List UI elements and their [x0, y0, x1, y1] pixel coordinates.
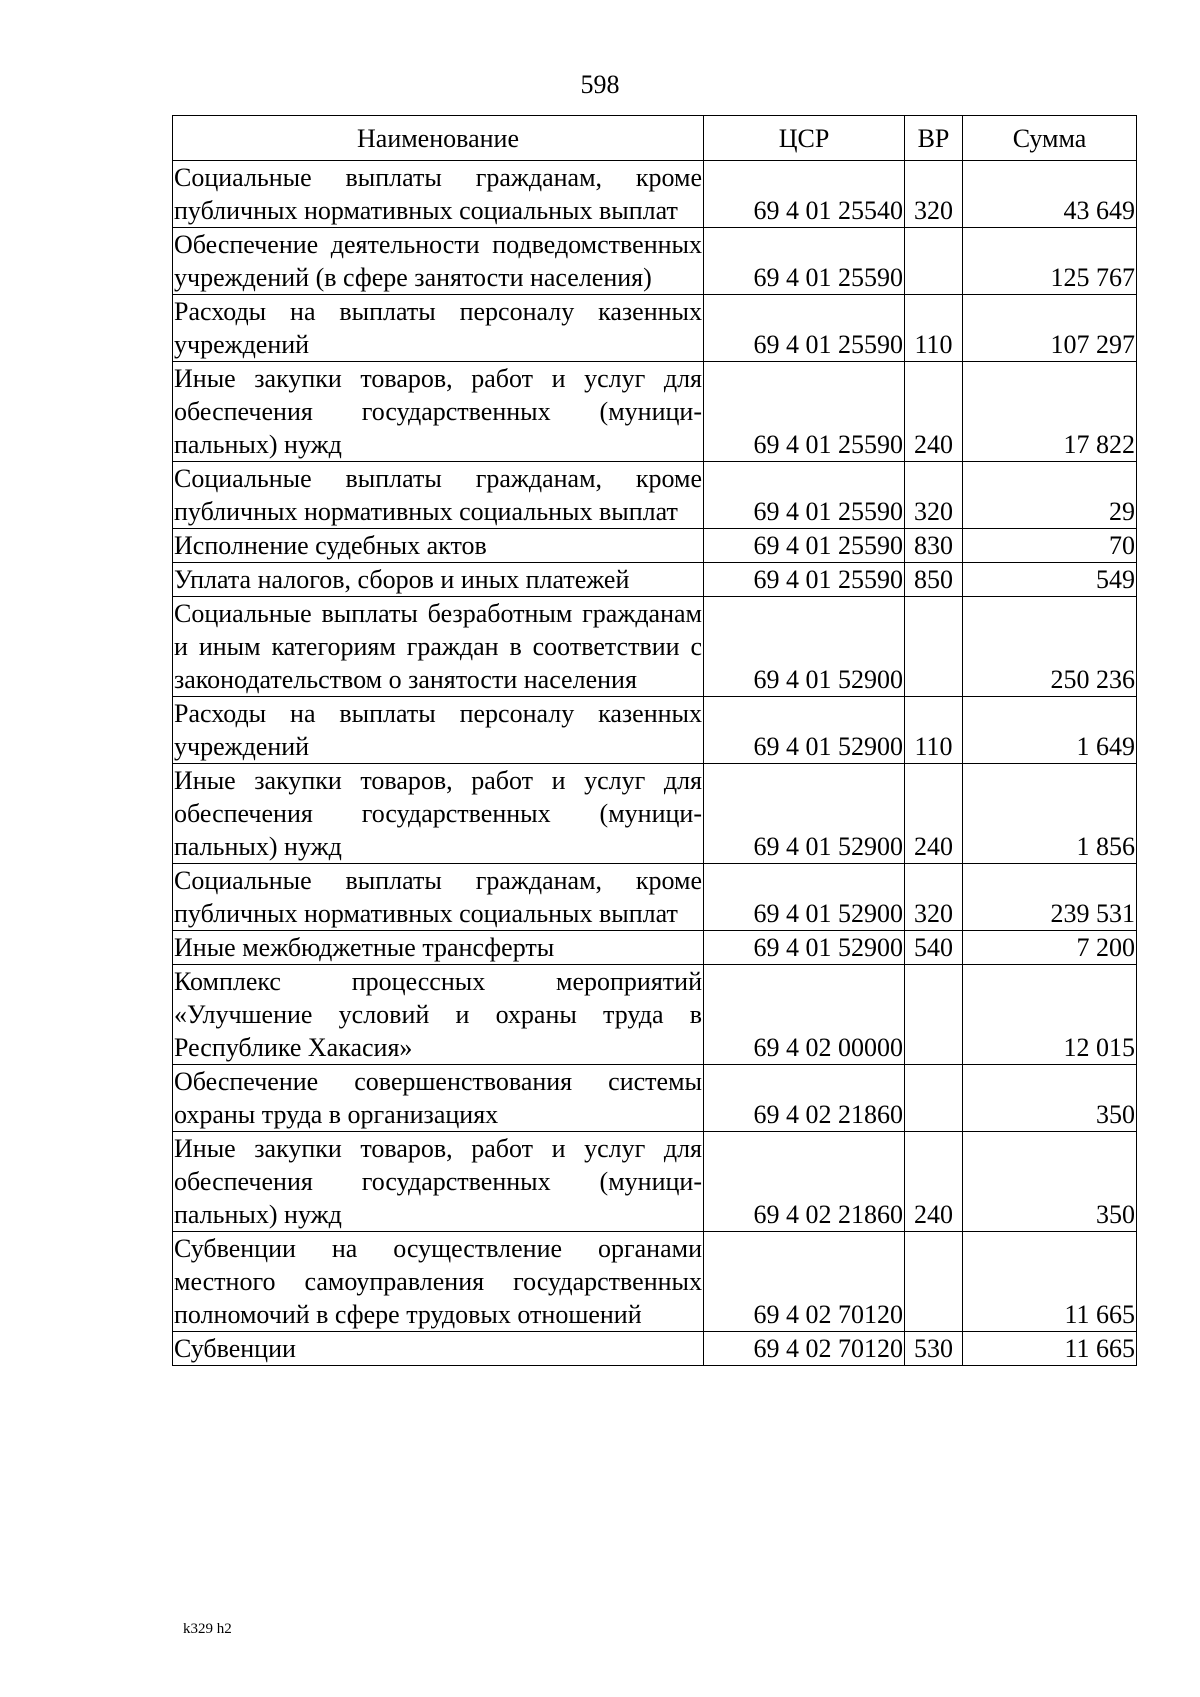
- row-csr: 69 4 02 00000: [704, 965, 905, 1065]
- row-sum: 12 015: [963, 965, 1137, 1065]
- footer-code: k329 h2: [183, 1621, 232, 1637]
- row-sum: 350: [963, 1065, 1137, 1132]
- row-vr: 240: [905, 1132, 963, 1232]
- budget-table: [172, 115, 1137, 1366]
- table-row: [173, 228, 1137, 295]
- row-csr: 69 4 01 52900: [704, 697, 905, 764]
- row-vr: 320: [905, 864, 963, 931]
- row-vr: [905, 965, 963, 1065]
- table-row: [173, 1065, 1137, 1132]
- row-sum: 1 856: [963, 764, 1137, 864]
- row-vr: 320: [905, 161, 963, 228]
- row-sum: 107 297: [963, 295, 1137, 362]
- row-sum: 125 767: [963, 228, 1137, 295]
- table-row: [173, 563, 1137, 597]
- row-vr: 110: [905, 697, 963, 764]
- row-csr: 69 4 02 70120: [704, 1332, 905, 1366]
- row-csr: 69 4 01 25540: [704, 161, 905, 228]
- row-csr: 69 4 01 52900: [704, 931, 905, 965]
- table-row: [173, 697, 1137, 764]
- row-sum: 350: [963, 1132, 1137, 1232]
- row-name: Расходы на выплаты персоналу казенных учреждений: [173, 697, 704, 764]
- row-csr: 69 4 01 25590: [704, 228, 905, 295]
- row-vr: 530: [905, 1332, 963, 1366]
- row-csr: 69 4 01 52900: [704, 597, 905, 697]
- table-row: [173, 1132, 1137, 1232]
- row-name: Обеспечение совершенствования системы охраны труда в организациях: [173, 1065, 704, 1132]
- header-csr: ЦСР: [704, 116, 905, 161]
- table-row: [173, 597, 1137, 697]
- table-row: [173, 864, 1137, 931]
- row-name: Социальные выплаты гражданам, кроме публичных нормативных социальных выплат: [173, 161, 704, 228]
- table-row: [173, 295, 1137, 362]
- row-csr: 69 4 02 70120: [704, 1232, 905, 1332]
- row-vr: [905, 228, 963, 295]
- row-vr: [905, 1065, 963, 1132]
- row-name: Субвенции: [173, 1332, 704, 1366]
- row-vr: 240: [905, 362, 963, 462]
- row-vr: [905, 597, 963, 697]
- table-row: [173, 161, 1137, 228]
- row-sum: 43 649: [963, 161, 1137, 228]
- row-csr: 69 4 01 25590: [704, 362, 905, 462]
- header-vr: ВР: [905, 116, 963, 161]
- row-sum: 11 665: [963, 1332, 1137, 1366]
- table-row: [173, 462, 1137, 529]
- row-name: Уплата налогов, сборов и иных платежей: [173, 563, 704, 597]
- row-sum: 7 200: [963, 931, 1137, 965]
- row-name: Иные закупки товаров, работ и услуг для обеспечения государственных (муниципальных) нужд: [173, 1132, 704, 1232]
- row-vr: [905, 1232, 963, 1332]
- row-sum: 549: [963, 563, 1137, 597]
- row-name: Обеспечение деятельности подведомственных учреждений (в сфере занятости населения): [173, 228, 704, 295]
- header-sum: Сумма: [963, 116, 1137, 161]
- row-sum: 239 531: [963, 864, 1137, 931]
- row-vr: 540: [905, 931, 963, 965]
- row-vr: 830: [905, 529, 963, 563]
- row-sum: 250 236: [963, 597, 1137, 697]
- row-vr: 240: [905, 764, 963, 864]
- row-csr: 69 4 01 25590: [704, 563, 905, 597]
- table-row: [173, 529, 1137, 563]
- row-name: Расходы на выплаты персоналу казенных учреждений: [173, 295, 704, 362]
- header-name: Наименование: [173, 116, 704, 161]
- row-sum: 29: [963, 462, 1137, 529]
- table-row: [173, 1332, 1137, 1366]
- row-vr: 110: [905, 295, 963, 362]
- row-sum: 1 649: [963, 697, 1137, 764]
- row-sum: 11 665: [963, 1232, 1137, 1332]
- table-row: [173, 362, 1137, 462]
- row-name: Иные закупки товаров, работ и услуг для обеспечения государственных (муниципальных) нужд: [173, 764, 704, 864]
- row-name: Исполнение судебных актов: [173, 529, 704, 563]
- row-name: Комплекс процессных мероприятий «Улучшение условий и охраны труда в Республике Хакасия»: [173, 965, 704, 1065]
- table-row: [173, 931, 1137, 965]
- row-csr: 69 4 01 25590: [704, 295, 905, 362]
- row-name: Иные закупки товаров, работ и услуг для обеспечения государственных (муниципальных) нужд: [173, 362, 704, 462]
- row-csr: 69 4 01 25590: [704, 529, 905, 563]
- row-csr: 69 4 01 52900: [704, 764, 905, 864]
- row-vr: 320: [905, 462, 963, 529]
- row-vr: 850: [905, 563, 963, 597]
- row-name: Субвенции на осуществление органами местного самоуправления государственных полномочий в сфере трудовых отношений: [173, 1232, 704, 1332]
- table-row: [173, 1232, 1137, 1332]
- row-name: Иные межбюджетные трансферты: [173, 931, 704, 965]
- table-row: [173, 965, 1137, 1065]
- table-header-row: [173, 116, 1137, 161]
- row-csr: 69 4 02 21860: [704, 1065, 905, 1132]
- row-sum: 17 822: [963, 362, 1137, 462]
- row-csr: 69 4 02 21860: [704, 1132, 905, 1232]
- row-name: Социальные выплаты гражданам, кроме публичных нормативных социальных выплат: [173, 462, 704, 529]
- row-sum: 70: [963, 529, 1137, 563]
- table-body: [173, 161, 1137, 1366]
- row-csr: 69 4 01 52900: [704, 864, 905, 931]
- table-row: [173, 764, 1137, 864]
- row-csr: 69 4 01 25590: [704, 462, 905, 529]
- page-number: 598: [580, 70, 620, 99]
- row-name: Социальные выплаты безработным гражданам и иным категориям граждан в соответствии с законодательством о занятости населения: [173, 597, 704, 697]
- row-name: Социальные выплаты гражданам, кроме публичных нормативных социальных выплат: [173, 864, 704, 931]
